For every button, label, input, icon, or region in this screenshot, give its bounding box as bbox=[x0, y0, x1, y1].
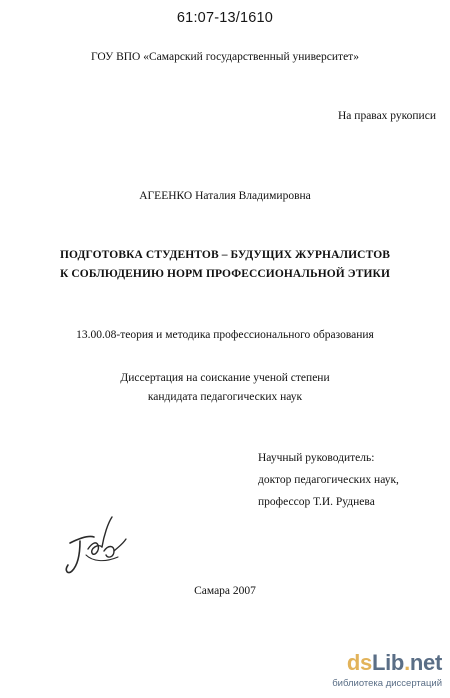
thesis-title-line-1: ПОДГОТОВКА СТУДЕНТОВ – БУДУЩИХ ЖУРНАЛИСТОВ bbox=[59, 249, 391, 261]
degree-line-2: кандидата педагогических наук bbox=[147, 391, 303, 403]
archive-stamp-number: 61:07-13/1610 bbox=[176, 10, 274, 26]
advisor-degree: доктор педагогических наук, bbox=[258, 474, 399, 486]
place-and-year: Самара 2007 bbox=[194, 585, 256, 597]
thesis-title-line-2: К СОБЛЮДЕНИЮ НОРМ ПРОФЕССИОНАЛЬНОЙ ЭТИКИ bbox=[59, 268, 391, 280]
dslib-logo-lib: Lib bbox=[371, 650, 405, 675]
specialty-code: 13.00.08-теория и методика профессионального образования bbox=[76, 329, 374, 341]
dslib-subtitle: библиотека диссертаций bbox=[332, 678, 442, 689]
handwritten-signature bbox=[58, 505, 138, 585]
dslib-logo-dot: . bbox=[404, 650, 410, 675]
advisor-name: профессор Т.И. Руднева bbox=[258, 496, 375, 508]
degree-line-1: Диссертация на соискание ученой степени bbox=[120, 372, 330, 384]
advisor-heading: Научный руководитель: bbox=[258, 452, 375, 464]
dslib-logo-net: net bbox=[409, 650, 442, 675]
dslib-logo bbox=[347, 650, 442, 676]
university-name: ГОУ ВПО «Самарский государственный университет» bbox=[91, 51, 359, 63]
dslib-logo-ds: ds bbox=[346, 650, 372, 675]
manuscript-rights-label: На правах рукописи bbox=[338, 110, 436, 122]
author-name: АГЕЕНКО Наталия Владимировна bbox=[139, 190, 311, 202]
dslib-watermark bbox=[332, 650, 448, 696]
